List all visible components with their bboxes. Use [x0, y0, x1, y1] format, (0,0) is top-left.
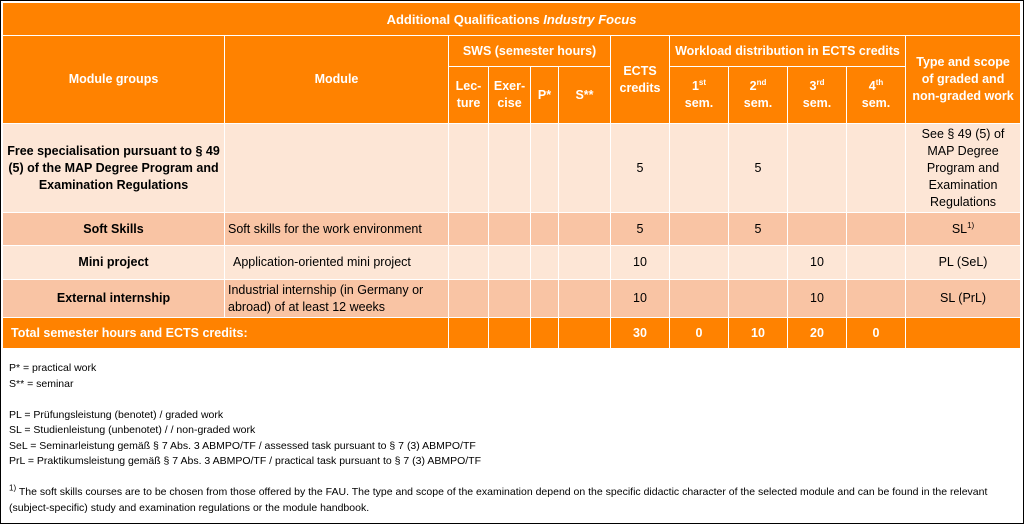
cell-ects: 5 [611, 213, 670, 246]
table-title: Additional Qualifications Industry Focus [3, 3, 1021, 36]
cell-sem3: 10 [788, 280, 847, 318]
table-row [3, 124, 1021, 213]
note-pl: PL = Prüfungsleistung (benotet) / graded work [9, 408, 224, 421]
cell-group: Mini project [3, 246, 225, 280]
cell-sem1 [670, 213, 729, 246]
header-type: Type and scope of graded and non-graded work [906, 36, 1021, 124]
note-sel: SeL = Seminarleistung gemäß § 7 Abs. 3 ABMPO/TF / assessed task pursuant to § 7 (3) ABMPO/TF [9, 439, 476, 452]
cell-sem1 [670, 280, 729, 318]
legend-notes [9, 361, 1014, 516]
footnote: $^{1)}$ The soft skills courses are to be chosen from those offered by the FAU. The type and scope of the examination depend on the specific didactic character of the selected module and can be found in the relevant (subject-specific) study and examination regulations or the module handbook. [9, 483, 988, 514]
total-sem1: 0 [670, 318, 729, 349]
note-prl: PrL = Praktikumsleistung gemäß § 7 Abs. 3 ABMPO/TF / practical task pursuant to § 7 (3) ABMPO/TF [9, 455, 482, 467]
cell-group: Free specialisation pursuant to § 49 (5) of the MAP Degree Program and Examination Regulations [3, 124, 225, 213]
total-label: Total semester hours and ECTS credits: [3, 318, 449, 349]
cell-type: SL (PrL) [906, 280, 1021, 318]
header-sem3: 3rd sem. [788, 67, 847, 124]
table-row [3, 280, 1021, 318]
cell-ects: 10 [611, 246, 670, 280]
header-workload: Workload distribution in ECTS credits [670, 36, 906, 67]
header-module-groups: Module groups [3, 36, 225, 124]
header-seminar: S** [559, 67, 611, 124]
cell-sem1 [670, 124, 729, 213]
cell-sem4 [847, 124, 906, 213]
header-ects: ECTS credits [611, 36, 670, 124]
total-sem3: 20 [788, 318, 847, 349]
header-exercise: Exer-cise [489, 67, 531, 124]
cell-group: Soft Skills [3, 213, 225, 246]
cell-sem4 [847, 246, 906, 280]
header-sem2: 2nd sem. [729, 67, 788, 124]
header-module: Module [225, 36, 449, 124]
total-ects: 30 [611, 318, 670, 349]
cell-type: PL (SeL) [906, 246, 1021, 280]
cell-module [225, 124, 449, 213]
cell-sem1 [670, 246, 729, 280]
cell-type: SL$^{1)}$ [906, 213, 1021, 246]
header-practical: P* [531, 67, 559, 124]
cell-sem2: 5 [729, 213, 788, 246]
cell-sem3 [788, 213, 847, 246]
cell-sem4 [847, 280, 906, 318]
qualifications-table [2, 2, 1021, 349]
note-sl: SL = Studienleistung (unbenotet) / / non-graded work [9, 424, 256, 436]
total-sem4: 0 [847, 318, 906, 349]
cell-sem3 [788, 124, 847, 213]
cell-sem2: 5 [729, 124, 788, 213]
total-row [3, 318, 1021, 349]
total-sem2: 10 [729, 318, 788, 349]
header-sem1: 1st sem. [670, 67, 729, 124]
cell-module: Soft skills for the work environment [225, 213, 449, 246]
cell-sem2 [729, 246, 788, 280]
cell-type: See § 49 (5) of MAP Degree Program and Examination Regulations [906, 124, 1021, 213]
header-sem4: 4th sem. [847, 67, 906, 124]
cell-ects: 10 [611, 280, 670, 318]
cell-module: Application-oriented mini project [225, 246, 449, 280]
note-practical: P* = practical work [9, 362, 97, 374]
note-seminar: S** = seminar [9, 377, 74, 390]
cell-module: Industrial internship (in Germany or abroad) of at least 12 weeks [225, 280, 449, 318]
header-lecture: Lec-ture [449, 67, 489, 124]
cell-sem2 [729, 280, 788, 318]
cell-sem3: 10 [788, 246, 847, 280]
cell-sem4 [847, 213, 906, 246]
header-sws: SWS (semester hours) [449, 36, 611, 67]
cell-group: External internship [3, 280, 225, 318]
cell-ects: 5 [611, 124, 670, 213]
table-row [3, 213, 1021, 246]
table-row [3, 246, 1021, 280]
